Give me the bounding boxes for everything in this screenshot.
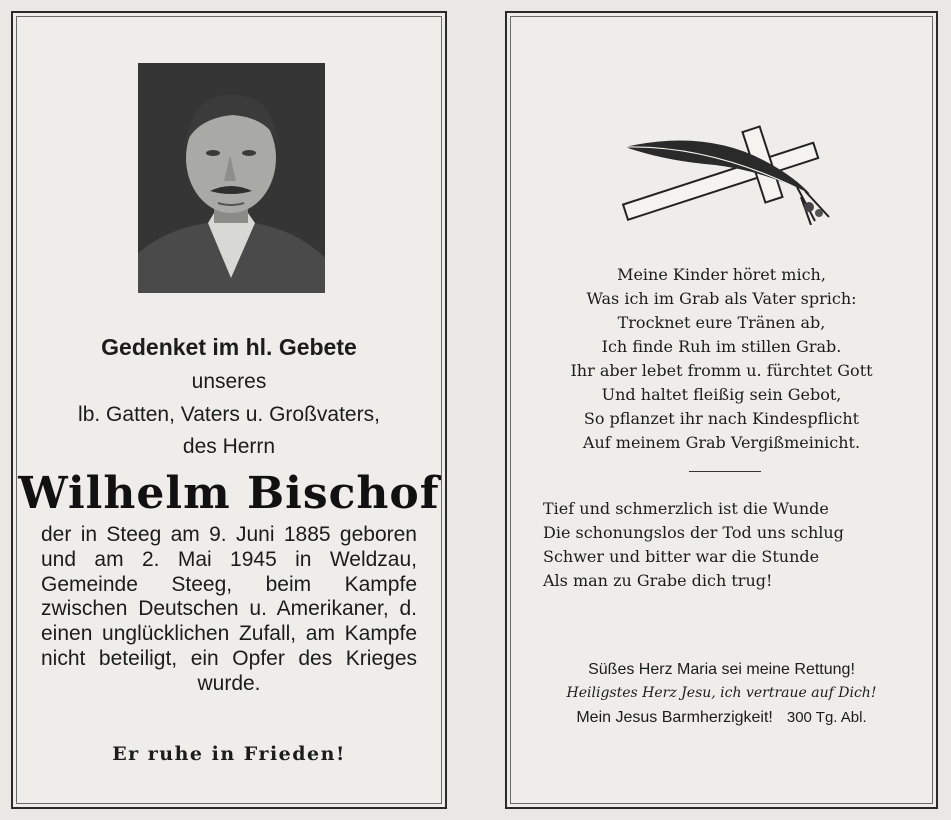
intro-line-unseres: unseres [191, 370, 267, 393]
poem-line: Ich finde Ruh im stillen Grab. [601, 337, 842, 356]
intro-line-relations: lb. Gatten, Vaters u. Großvaters, [78, 403, 380, 426]
poem-line: So pflanzet ihr nach Kindespflicht [583, 409, 860, 428]
prayer-mercy-text: Mein Jesus Barmherzigkeit! [576, 709, 773, 726]
poem-line: Schwer und bitter war die Stunde [543, 547, 820, 566]
poem-line: Was ich im Grab als Vater sprich: [586, 289, 857, 308]
poem-line: Auf meinem Grab Vergißmeinicht. [582, 433, 861, 452]
poem-line: Tief und schmerzlich ist die Wunde [543, 499, 829, 518]
intro-line-herrn: des Herrn [182, 435, 276, 458]
indulgence-note: 300 Tg. Abl. [786, 709, 867, 726]
poem-line: Ihr aber lebet fromm u. fürchtet Gott [570, 361, 873, 380]
poem-line: Und haltet fleißig sein Gebot, [601, 385, 842, 404]
deceased-name: Wilhelm Bischof [18, 468, 440, 519]
prayer-mercy [507, 709, 936, 727]
heading: Gedenket im hl. Gebete [101, 334, 357, 360]
cross-with-palm-icon [615, 125, 839, 225]
poem-line: Als man zu Grabe dich trug! [543, 571, 773, 590]
poem-line: Trocknet eure Tränen ab, [617, 313, 826, 332]
poem-line: Die schonungslos der Tod uns schlug [543, 523, 844, 542]
prayer-mary: Süßes Herz Maria sei meine Rettung! [588, 661, 855, 678]
poem-line: Meine Kinder höret mich, [617, 265, 826, 284]
portrait-photo [138, 63, 325, 293]
left-panel [11, 11, 447, 809]
biography-text: der in Steeg am 9. Juni 1885 geboren und am 2. Mai 1945 in Weldzau, Gemeinde Steeg, beim Kampfe zwischen Deutschen u. Amerikaner, d. einen unglücklichen Zufall, am Kampfe nicht beteiligt, ein Opfer des Krieges wurde. [41, 523, 417, 695]
divider [689, 471, 761, 472]
portrait-image [138, 63, 325, 293]
poem-children [507, 263, 936, 455]
right-panel [505, 11, 938, 809]
poem-wound [543, 497, 903, 593]
prayer-sacred-heart: Heiligstes Herz Jesu, ich vertraue auf Dich! [566, 685, 877, 701]
rest-in-peace: Er ruhe in Frieden! [112, 743, 346, 765]
